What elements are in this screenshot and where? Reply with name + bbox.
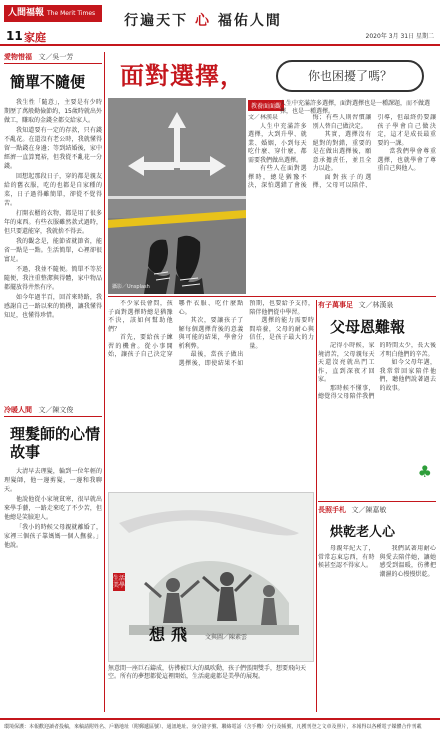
paragraph: 首先，要給孩子練習的機會。從小事開始，讓孩子自己決定穿哪件衣服、吃什麼點心。: [108, 300, 244, 358]
paragraph: 其實，選擇沒有絕對的對錯，重要的是在做出選擇後，願意承擔責任，並且全力以赴。: [312, 131, 372, 172]
paragraph: 那時候不懂事，總覺得父母陪伴我們的時間太少，長大後才明白他們的辛苦。: [318, 342, 436, 400]
column-tag: [318, 505, 436, 515]
article-warm-heart: [318, 501, 436, 695]
column-divider: [316, 300, 317, 712]
logo-text: 人間福報: [8, 8, 45, 18]
photo-credit: 攝影／Unsplash: [112, 284, 150, 290]
paragraph: 如今年過半百，回首來時路，我感謝自己一路以來的簡樸，讓我懂得知足，也懂得珍惜。: [4, 294, 102, 319]
slogan-banner: [118, 4, 288, 38]
masthead: [0, 0, 440, 46]
paragraph: 我知道要有一定的存款，只有錢不亂花。在還沒有老公時，我就懂得留一點錢在身邊；等到結婚後，家中經濟一直算寬裕，但我從不亂花一分錢。: [4, 127, 102, 170]
article-title[interactable]: 理髮師的心情故事: [10, 425, 101, 461]
column-divider: [104, 52, 105, 712]
issue-date: 2020年 3月 31日 星期二: [365, 33, 434, 40]
footer-notice: 環境保護：本報歡迎讀者投稿，來稿請附姓名、戶籍地址（附郵遞區號）、通訊地址、身分證字號、聯絡電話（含手機）分行及帳號，凡獲刊登之文章及照片，本報得以各種電子媒體合作刊載: [0, 718, 440, 735]
newspaper-logo[interactable]: [4, 5, 102, 22]
art-author: 文與圖／陳素雲: [205, 634, 248, 641]
feature-photo[interactable]: [108, 98, 246, 294]
column-tag: [4, 405, 102, 417]
paragraph: 打開衣櫃的衣物，都是用了很多年的東西。有些衣服雖然款式過時，但只要還能穿，我就捨不得丟。: [4, 210, 102, 235]
feature-author: 文／林漢泉: [248, 114, 279, 121]
art-caption: 無意間一座巨石鑄成，彷彿被巨大的風吹動，孩子們張開雙手，想要飛向天空。所有的夢想都從這裡開始，生活處處都是美學的展現。: [108, 665, 307, 680]
article-title[interactable]: 簡單不隨便: [10, 73, 86, 91]
art-feature[interactable]: [108, 492, 314, 662]
article-barber: [4, 405, 102, 551]
paragraph: 我們試著用耐心與愛去陪伴她，讓她感受到溫暖，彷彿把潮濕的心慢慢烘乾。: [379, 545, 436, 578]
article-author: 文／陳嘉敏: [351, 506, 387, 514]
paragraph: 其次，要讓孩子了解每個選擇背後的意義與可能的結果，學會分析利弊。: [178, 317, 244, 350]
slogan-right: 福佑人間: [217, 13, 282, 29]
clover-icon: ♣: [417, 462, 432, 481]
clover-decoration: [322, 462, 432, 481]
section-divider: [108, 296, 436, 297]
article-title[interactable]: 烘乾老人心: [330, 525, 396, 540]
art-badge: 生活美學: [113, 575, 126, 589]
slogan-heart: 心: [195, 13, 211, 29]
paragraph: 不過，我並不隨便。簡單不等於隨便，我注重整潔與得體，家中物品都擺放得井然有序。: [4, 266, 102, 291]
column-tag-label: 有子萬事足: [318, 301, 353, 309]
paragraph: 我的觀念是，能節省就節省，能省一點是一點。生活簡單，心裡卻很富足。: [4, 238, 102, 263]
feature-headline[interactable]: 面對選擇，: [120, 61, 245, 90]
paragraph: 當我們學會尊重選擇，也就學會了尊重自己與他人。: [377, 148, 436, 172]
column-tag-label: 長照手札: [318, 506, 346, 514]
article-author: 文／林漢泉: [358, 301, 394, 309]
paragraph: 大清早去理髮，輪到一位年輕的理髮師，他一邊剪髮，一邊和我聊天。: [4, 468, 102, 493]
paragraph: 母親年紀大了，常常忘東忘西，有時候甚至認不得家人。: [318, 545, 375, 569]
column-tag-label: 冷暖人間: [4, 406, 32, 414]
section-name: 家庭: [24, 31, 46, 44]
art-title[interactable]: 想飛: [149, 625, 194, 644]
article-body: [318, 342, 436, 460]
column-tag: [4, 52, 102, 64]
paragraph: 人生中充滿許多選擇，大到升學、就業、婚姻，小到每天吃什麼、穿什麼，都需要我們做出選擇。: [248, 122, 307, 164]
paragraph: 如今父母年邁，我常常回家陪伴他們，聽他們說著過去的故事。: [379, 359, 436, 392]
feature-article: [108, 50, 436, 294]
logo-english: The Merit Times: [47, 10, 96, 17]
crossroads-arrows-image: [108, 98, 246, 294]
right-column: [318, 300, 436, 695]
paragraph: 有些人在面對選擇時，總是猶豫不決，深怕選錯了會後悔；有些人則習慣讓別人替自己做決定。: [248, 114, 372, 189]
article-body: [318, 545, 436, 695]
paragraph: 我生性「隨意」，主要是有少時期歷了萬般勤儉節約，15歲時就出外做工，賺取的金錢全都交給家人。: [4, 99, 102, 124]
article-simple-life: [4, 52, 102, 321]
column-tag-label: 愛物惜福: [4, 53, 32, 61]
feature-continued: [108, 300, 314, 486]
paragraph: 面對孩子的選擇，父母可以陪伴、引導，但最終仍要讓孩子學會自己做決定，這才是成長最重要的一課。: [312, 114, 436, 189]
slogan-left: 行遍天下: [124, 13, 189, 29]
article-body: [4, 98, 102, 320]
page-number: 11: [6, 29, 23, 43]
feature-body: [248, 114, 436, 294]
paragraph: 最後，當孩子做出選擇後，即使結果不如預期，也要給予支持，陪伴他們從中學習。: [178, 300, 314, 367]
paragraph: 記得小時候，家境清苦，父母親每天天還沒亮就出門工作，直到深夜才回家。: [318, 342, 375, 383]
paragraph: 「我小的時候父母親就離婚了，家裡三個孩子靠媽媽一個人撫養。」他說。: [4, 524, 102, 549]
column-tag: [318, 300, 436, 310]
feature-intro: 人生中充滿許多選擇，面對選擇也是一種課題，而不做選擇，也是一種選擇。: [280, 100, 431, 115]
article-author: 文／陳文俊: [38, 406, 74, 414]
paragraph: 選擇的能力需要時間培養，父母的耐心與信任，是孩子最大的力量。: [249, 317, 314, 350]
article-author: 文／吳一芳: [38, 53, 74, 61]
paragraph: 他說他從小家境貧寒，很早就出來學手藝，一路走來吃了不少苦，但他總是笑臉迎人。: [4, 496, 102, 521]
paragraph: 回想起那段日子，穿的都是親友給的舊衣服，吃的也都是自家種的菜，日子過得雖簡單，卻從不覺得苦。: [4, 173, 102, 207]
topic-tag[interactable]: 教養面面觀: [248, 100, 284, 111]
paragraph: 不少家長會問，孩子面對選擇時總是猶豫不決，該如何幫助他們？: [108, 300, 173, 333]
feature-subheadline: 你也困擾了嗎？: [276, 60, 424, 92]
article-title[interactable]: 父母恩難報: [330, 318, 406, 336]
article-body: [4, 467, 102, 550]
